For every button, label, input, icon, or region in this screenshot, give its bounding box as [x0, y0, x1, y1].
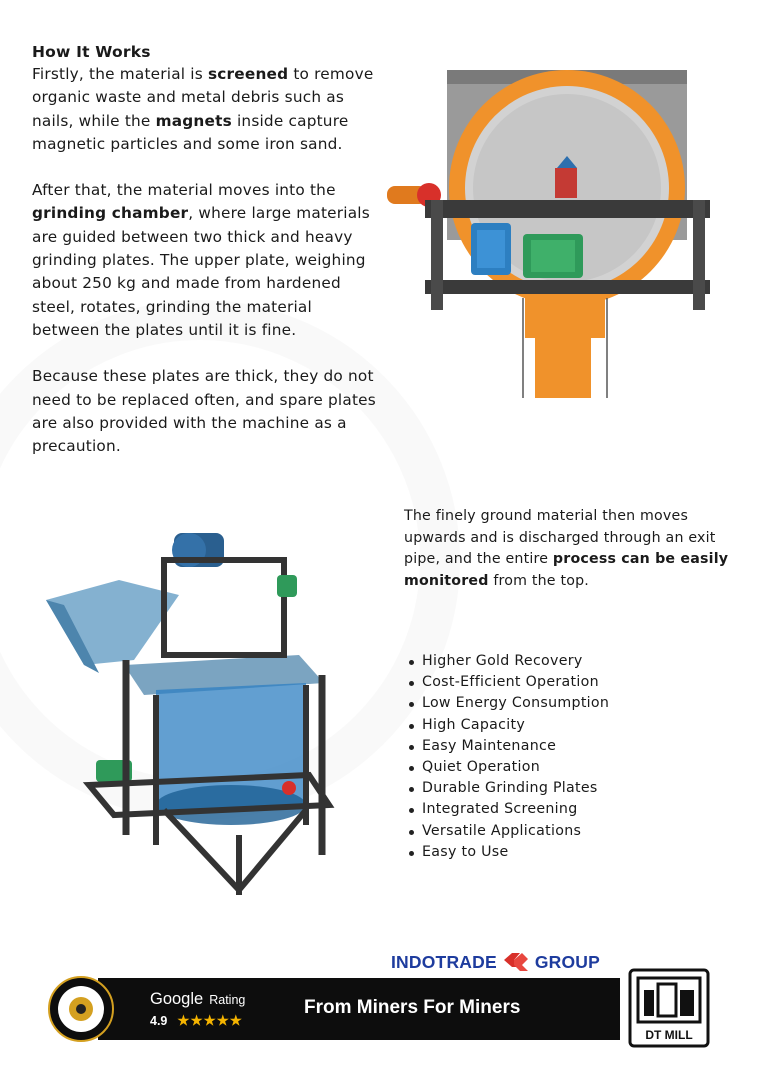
star-rating-icon: ★★★★★ [177, 1013, 243, 1028]
brand-right-text: GROUP [534, 951, 601, 972]
feature-item: Easy Maintenance [407, 736, 609, 757]
rating-label: Rating [209, 993, 246, 1007]
feature-item: Versatile Applications [407, 821, 609, 842]
machine-front-view-image [385, 68, 710, 413]
paragraph-discharge: The finely ground material then moves upwards and is discharged through an exit pipe, and the entire process can be easily monitored from the top. [404, 508, 729, 589]
feature-item: Easy to Use [407, 842, 609, 863]
feature-list [407, 651, 609, 863]
tagline: From Miners For Miners [304, 997, 521, 1018]
dt-mill-logo [628, 968, 710, 1048]
paragraph-plates: Because these plates are thick, they do not need to be replaced often, and spare plates are also provided with the machine as a precaution. [32, 367, 376, 456]
paragraph-screening: Firstly, the material is screened to remove organic waste and metal debris such as nails, while the magnets inside capture magnetic particles and some iron sand. [32, 65, 374, 153]
brand-left-text: INDOTRADE [391, 951, 497, 972]
machine-isometric-view-image [44, 505, 344, 900]
mining-gear-icon [58, 986, 104, 1032]
feature-item: Cost-Efficient Operation [407, 672, 609, 693]
feature-item: High Capacity [407, 715, 609, 736]
paragraph-grinding: After that, the material moves into the grinding chamber, where large materials are guided between two thick and heavy grinding plates. The upper plate, weighing about 250 kg and made from hardened steel, rotates, grinding the material between the plates until it is fine. [32, 181, 370, 339]
indotrade-logo-icon [503, 951, 529, 973]
indotrade-group-logo [391, 951, 600, 973]
feature-item: Integrated Screening [407, 799, 609, 820]
feature-item: Quiet Operation [407, 757, 609, 778]
google-rating [150, 990, 245, 1029]
how-it-works-column [32, 42, 377, 481]
google-label: Google [150, 990, 204, 1008]
idtm-mining-badge [48, 976, 114, 1042]
section-heading: How It Works [32, 43, 151, 61]
feature-item: Low Energy Consumption [407, 693, 609, 714]
feature-item: Higher Gold Recovery [407, 651, 609, 672]
dt-mill-label: DT MILL [645, 1028, 693, 1042]
feature-item: Durable Grinding Plates [407, 778, 609, 799]
rating-score: 4.9 [150, 1014, 168, 1028]
badge-icon [58, 986, 104, 1032]
